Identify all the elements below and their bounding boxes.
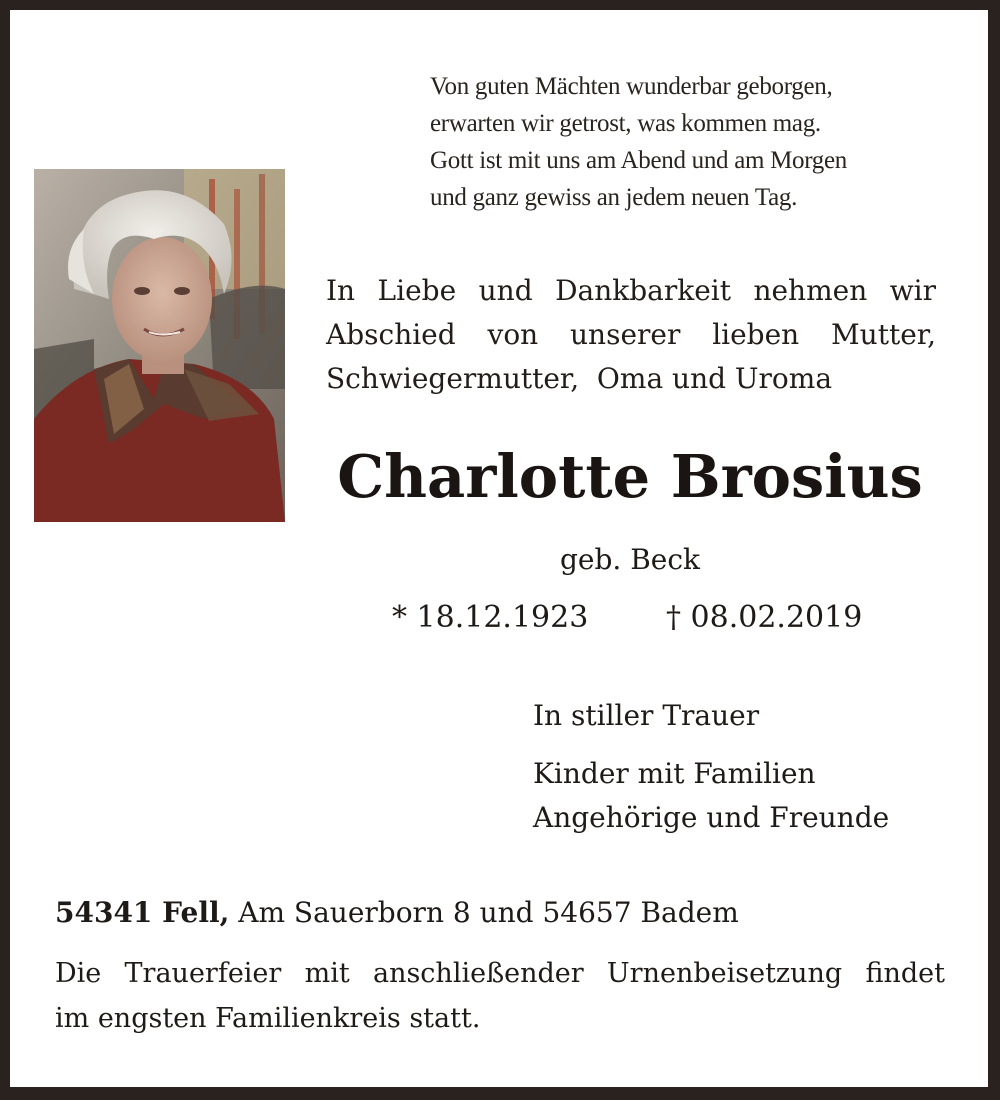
death-date: † 08.02.2019 xyxy=(666,600,863,635)
notice-line: im engsten Familienkreis statt. xyxy=(55,1003,481,1034)
farewell-line: In Liebe und Dankbarkeit nehmen wir xyxy=(326,274,936,307)
address xyxy=(55,891,955,935)
farewell-text xyxy=(326,269,936,401)
mourners-line: Angehörige und Freunde xyxy=(533,801,890,834)
poem-line: Von guten Mächten wunderbar geborgen, xyxy=(430,73,833,100)
farewell-line: Abschied von unserer lieben Mutter, xyxy=(326,318,936,351)
poem-line: Gott ist mit uns am Abend und am Morgen xyxy=(430,147,847,174)
funeral-notice xyxy=(55,951,945,1041)
poem xyxy=(430,68,950,216)
deceased-name: Charlotte Brosius xyxy=(337,442,923,511)
poem-line: und ganz gewiss an jedem neuen Tag. xyxy=(430,184,798,211)
poem-line: erwarten wir getrost, was kommen mag. xyxy=(430,110,821,137)
farewell-line: Schwiegermutter, Oma und Uroma xyxy=(326,362,833,395)
birth-date: * 18.12.1923 xyxy=(392,600,589,635)
mourners-heading: In stiller Trauer xyxy=(533,699,760,732)
notice-line: Die Trauerfeier mit anschließender Urnenbeisetzung findet xyxy=(55,958,945,989)
maiden-name: geb. Beck xyxy=(559,543,700,576)
mourners-line: Kinder mit Familien xyxy=(533,757,816,790)
address-city: 54341 Fell, xyxy=(55,896,230,929)
mourners xyxy=(533,694,953,840)
address-street: Am Sauerborn 8 und 54657 Badem xyxy=(229,896,739,929)
portrait-photo xyxy=(34,169,285,522)
